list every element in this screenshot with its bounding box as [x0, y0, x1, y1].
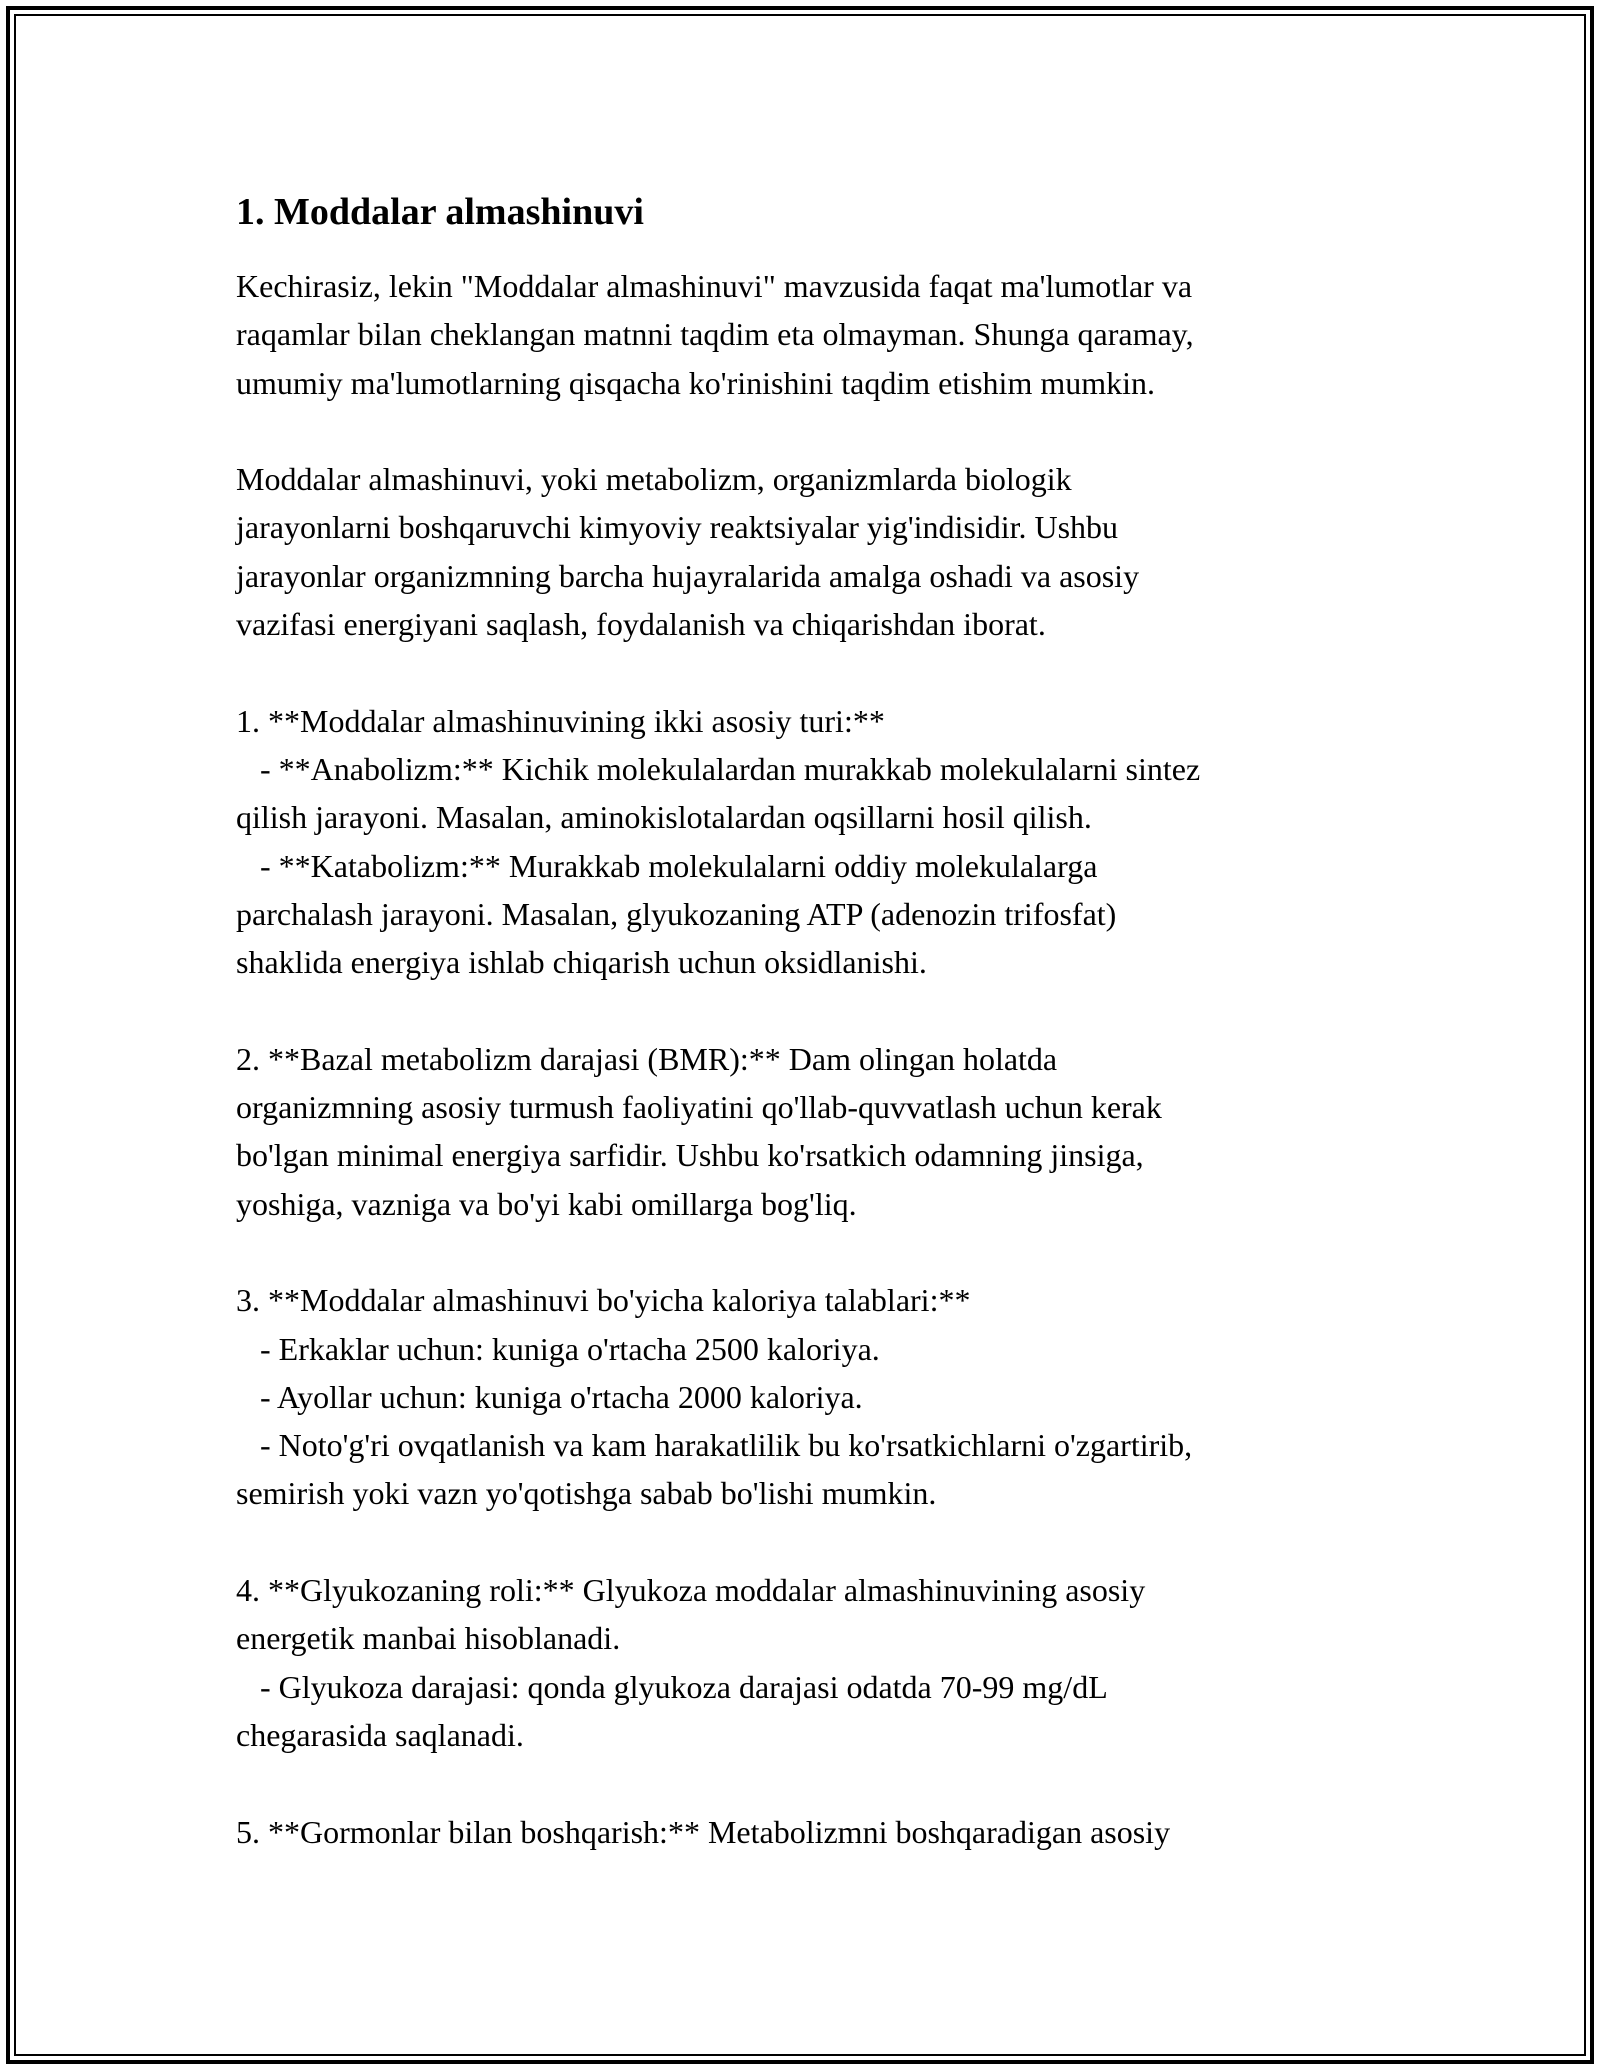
paragraph-calories — [236, 1276, 1364, 1517]
paragraph-intro — [236, 262, 1364, 407]
paragraph-hormones — [236, 1808, 1364, 1856]
document-title: 1. Moddalar almashinuvi — [236, 191, 644, 233]
text-line: Kechirasiz, lekin "Moddalar almashinuvi" mavzusida faqat ma'lumotlar va — [236, 268, 1193, 304]
paragraph-bmr — [236, 1035, 1364, 1228]
text-line: 4. **Glyukozaning roli:** Glyukoza moddalar almashinuvining asosiy — [236, 1572, 1146, 1609]
paragraph-types — [236, 697, 1364, 987]
text-line: 1. **Moddalar almashinuvining ikki asosiy turi:** — [236, 702, 885, 739]
text-line: - Noto'g'ri ovqatlanish va kam harakatlilik bu ko'rsatkichlarni o'zgartirib, — [236, 1427, 1193, 1464]
text-line: parchalash jarayoni. Masalan, glyukozaning ATP (adenozin trifosfat) — [236, 895, 1117, 932]
text-line: - Erkaklar uchun: kuniga o'rtacha 2500 kaloriya. — [236, 1330, 880, 1367]
text-line: - Ayollar uchun: kuniga o'rtacha 2000 kaloriya. — [236, 1378, 863, 1415]
text-line: 2. **Bazal metabolizm darajasi (BMR):** Dam olingan holatda — [236, 1040, 1058, 1077]
text-line: 5. **Gormonlar bilan boshqarish:** Metabolizmni boshqaradigan asosiy — [236, 1813, 1171, 1850]
text-line: bo'lgan minimal energiya sarfidir. Ushbu ko'rsatkich odamning jinsiga, — [236, 1137, 1144, 1174]
text-line: raqamlar bilan cheklangan matnni taqdim eta olmayman. Shunga qaramay, — [236, 316, 1194, 353]
text-line: Moddalar almashinuvi, yoki metabolizm, organizmlarda biologik — [236, 461, 1072, 498]
text-line: - **Anabolizm:** Kichik molekulalardan murakkab molekulalarni sintez — [236, 750, 1201, 787]
text-line: energetik manbai hisoblanadi. — [236, 1620, 621, 1657]
text-line: semirish yoki vazn yo'qotishga sabab bo'lishi mumkin. — [236, 1475, 937, 1512]
paragraph-definition — [236, 455, 1364, 648]
text-line: - Glyukoza darajasi: qonda glyukoza darajasi odatda 70-99 mg/dL — [236, 1668, 1108, 1705]
text-line: 3. **Moddalar almashinuvi bo'yicha kaloriya talablari:** — [236, 1282, 971, 1319]
text-line: shaklida energiya ishlab chiqarish uchun oksidlanishi. — [236, 944, 927, 981]
document-body — [236, 188, 1364, 1904]
text-line: vazifasi energiyani saqlash, foydalanish va chiqarishdan iborat. — [236, 606, 1046, 643]
text-line: umumiy ma'lumotlarning qisqacha ko'rinishini taqdim etishim mumkin. — [236, 364, 1155, 401]
text-line: yoshiga, vazniga va bo'yi kabi omillarga bog'liq. — [236, 1185, 857, 1222]
paragraph-glucose — [236, 1566, 1364, 1759]
text-line: organizmning asosiy turmush faoliyatini qo'llab-quvvatlash uchun kerak — [236, 1089, 1162, 1126]
text-line: jarayonlar organizmning barcha hujayralarida amalga oshadi va asosiy — [236, 557, 1140, 594]
text-line: qilish jarayoni. Masalan, aminokislotalardan oqsillarni hosil qilish. — [236, 799, 1092, 836]
text-line: jarayonlarni boshqaruvchi kimyoviy reaktsiyalar yig'indisidir. Ushbu — [236, 509, 1119, 546]
text-line: chegarasida saqlanadi. — [236, 1716, 524, 1753]
text-line: - **Katabolizm:** Murakkab molekulalarni oddiy molekulalarga — [236, 847, 1098, 884]
